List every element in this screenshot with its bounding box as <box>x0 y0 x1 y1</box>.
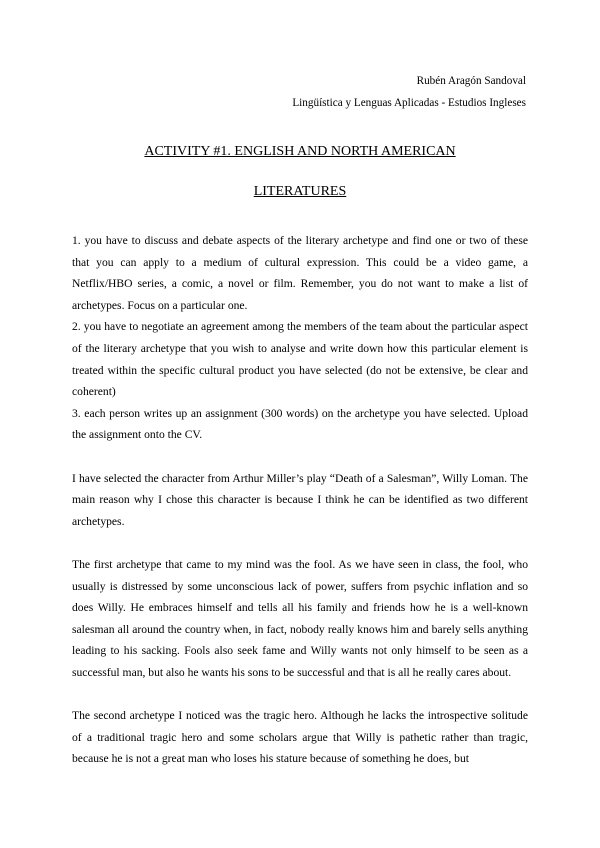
title-line-2: LITERATURES <box>253 184 347 199</box>
instruction-2: 2. you have to negotiate an agreement among the members of the team about the particular aspect of the literary archetype that you wish to analyse and write down how this particular element is treated within the specific cultural product you have selected (do not be extensive, be clear and coherent) <box>72 320 528 399</box>
instruction-3: 3. each person writes up an assignment (300 words) on the archetype you have selected. Upload the assignment onto the CV. <box>72 406 528 442</box>
document-header <box>292 70 526 114</box>
paragraph-fool-archetype: The first archetype that came to my mind was the fool. As we have seen in class, the fool, who usually is distressed by some unconscious lack of power, suffers from psychic inflation and so does Willy. He embraces himself and tells all his family and friends how he is a well-known salesman all around the country when, in fact, nobody really knows him and barely sells anything leading to his sacking. Fools also seek fame and Willy wants not only himself to be seen as a successful man, but also he wants his sons to be successful and that is all he really cares about. <box>72 557 528 679</box>
instruction-1: 1. you have to discuss and debate aspects of the literary archetype and find one or two of these that you can apply to a medium of cultural expression. This could be a video game, a Netflix/HBO series, a comic, a novel or film. Remember, you do not want to make a list of archetypes. Focus on a particular one. <box>72 234 528 312</box>
paragraph-intro: I have selected the character from Arthur Miller’s play “Death of a Salesman”, Willy Loman. The main reason why I chose this character is because I think he can be identified as two different archetypes. <box>72 471 528 528</box>
author-name: Rubén Aragón Sandoval <box>416 75 526 87</box>
document-title <box>72 132 528 212</box>
title-line-1: ACTIVITY #1. ENGLISH AND NORTH AMERICAN <box>144 144 456 159</box>
paragraph-tragic-hero: The second archetype I noticed was the tragic hero. Although he lacks the introspective solitude of a traditional tragic hero and some scholars argue that Willy is pathetic rather than tragic, because he is not a great man who loses his stature because of something he does, but <box>72 709 528 766</box>
document-body <box>72 230 528 770</box>
department-name: Lingüística y Lenguas Aplicadas - Estudios Ingleses <box>292 97 526 109</box>
